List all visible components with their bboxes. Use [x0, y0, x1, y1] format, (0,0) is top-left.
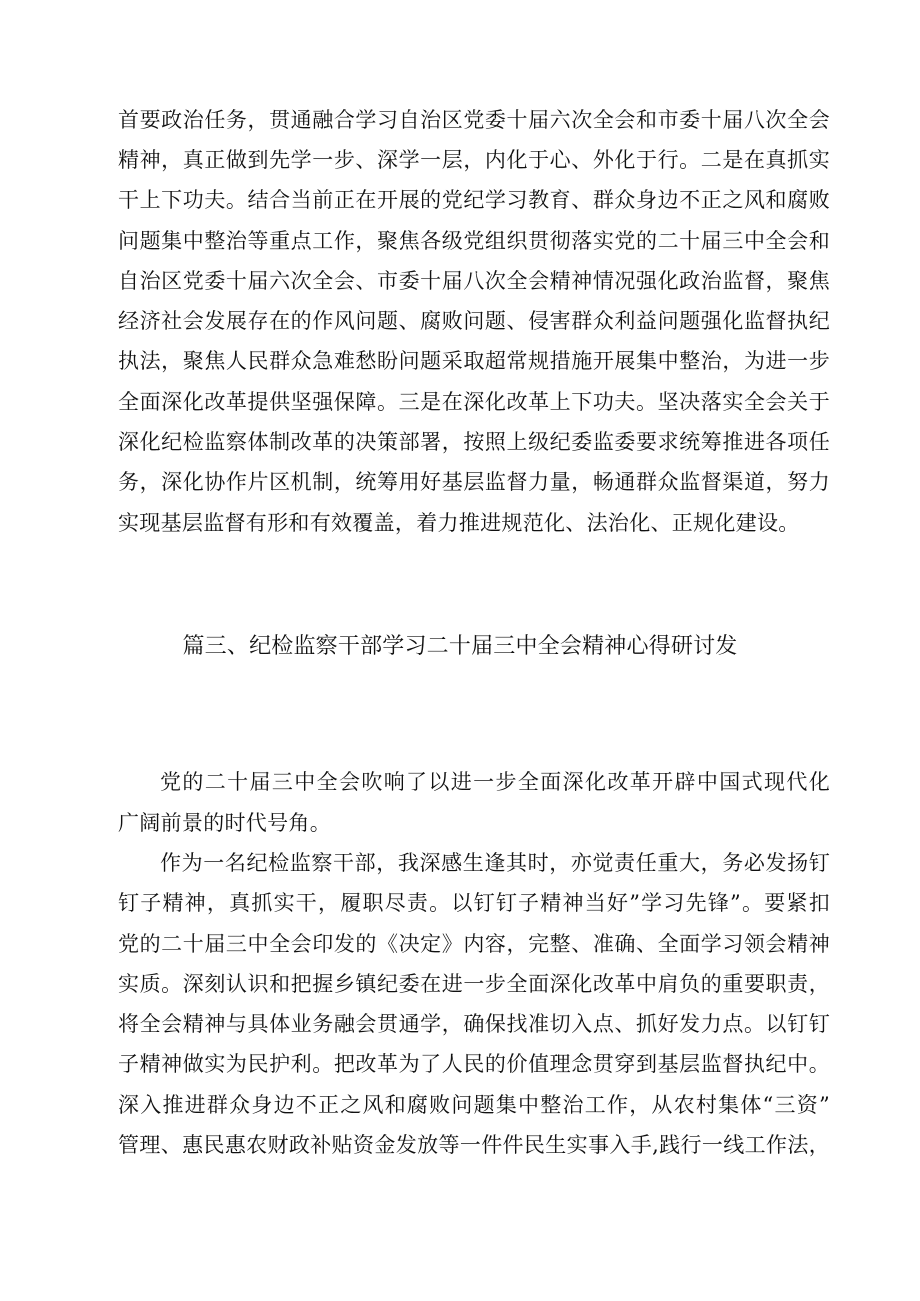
paragraph-line: 深化纪检监察体制改革的决策部署，按照上级纪委监委要求统筹推进各项任	[118, 430, 830, 454]
paragraph-line: 管理、惠民惠农财政补贴资金发放等一件件民生实事入手,践行一线工作法，	[118, 1133, 830, 1157]
paragraph-line: 精神，真正做到先学一步、深学一层，内化于心、外化于行。二是在真抓实	[118, 148, 830, 172]
paragraph-line: 问题集中整治等重点工作，聚焦各级党组织贯彻落实党的二十届三中全会和	[118, 229, 830, 253]
section-heading: 篇三、纪检监察干部学习二十届三中全会精神心得研讨发	[182, 634, 738, 659]
paragraph-line: 全面深化改革提供坚强保障。三是在深化改革上下功夫。坚决落实全会关于	[118, 390, 830, 414]
paragraph-line: 党的二十届三中全会吹响了以进一步全面深化改革开辟中国式现代化	[160, 770, 830, 794]
paragraph-line: 将全会精神与具体业务融会贯通学，确保找准切入点、抓好发力点。以钉钉	[118, 1012, 830, 1036]
paragraph-line: 党的二十届三中全会印发的《决定》内容，完整、准确、全面学习领会精神	[118, 932, 830, 956]
paragraph-line: 执法，聚焦人民群众急难愁盼问题采取超常规措施开展集中整治，为进一步	[118, 349, 830, 373]
paragraph-line: 首要政治任务，贯通融合学习自治区党委十届六次全会和市委十届八次全会	[118, 108, 830, 132]
paragraph-line: 实现基层监督有形和有效覆盖，着力推进规范化、法治化、正规化建设。	[118, 511, 800, 535]
paragraph-line: 干上下功夫。结合当前正在开展的党纪学习教育、群众身边不正之风和腐败	[118, 188, 830, 212]
paragraph-line: 经济社会发展存在的作风问题、腐败问题、侵害群众利益问题强化监督执纪	[118, 309, 830, 333]
paragraph-line: 深入推进群众身边不正之风和腐败问题集中整治工作，从农村集体“三资”	[118, 1093, 830, 1117]
paragraph-line: 实质。深刻认识和把握乡镇纪委在进一步全面深化改革中肩负的重要职责，	[118, 972, 830, 996]
paragraph-line: 务，深化协作片区机制，统筹用好基层监督力量，畅通群众监督渠道，努力	[118, 470, 830, 494]
paragraph-line: 作为一名纪检监察干部，我深感生逢其时，亦觉责任重大，务必发扬钉	[160, 851, 830, 875]
paragraph-line: 自治区党委十届六次全会、市委十届八次全会精神情况强化政治监督，聚焦	[118, 269, 830, 293]
paragraph-line: 钉子精神，真抓实干，履职尽责。以钉钉子精神当好”学习先锋”。要紧扣	[118, 891, 830, 915]
paragraph-line: 子精神做实为民护利。把改革为了人民的价值理念贯穿到基层监督执纪中。	[118, 1052, 830, 1076]
paragraph-line: 广阔前景的时代号角。	[118, 811, 331, 835]
